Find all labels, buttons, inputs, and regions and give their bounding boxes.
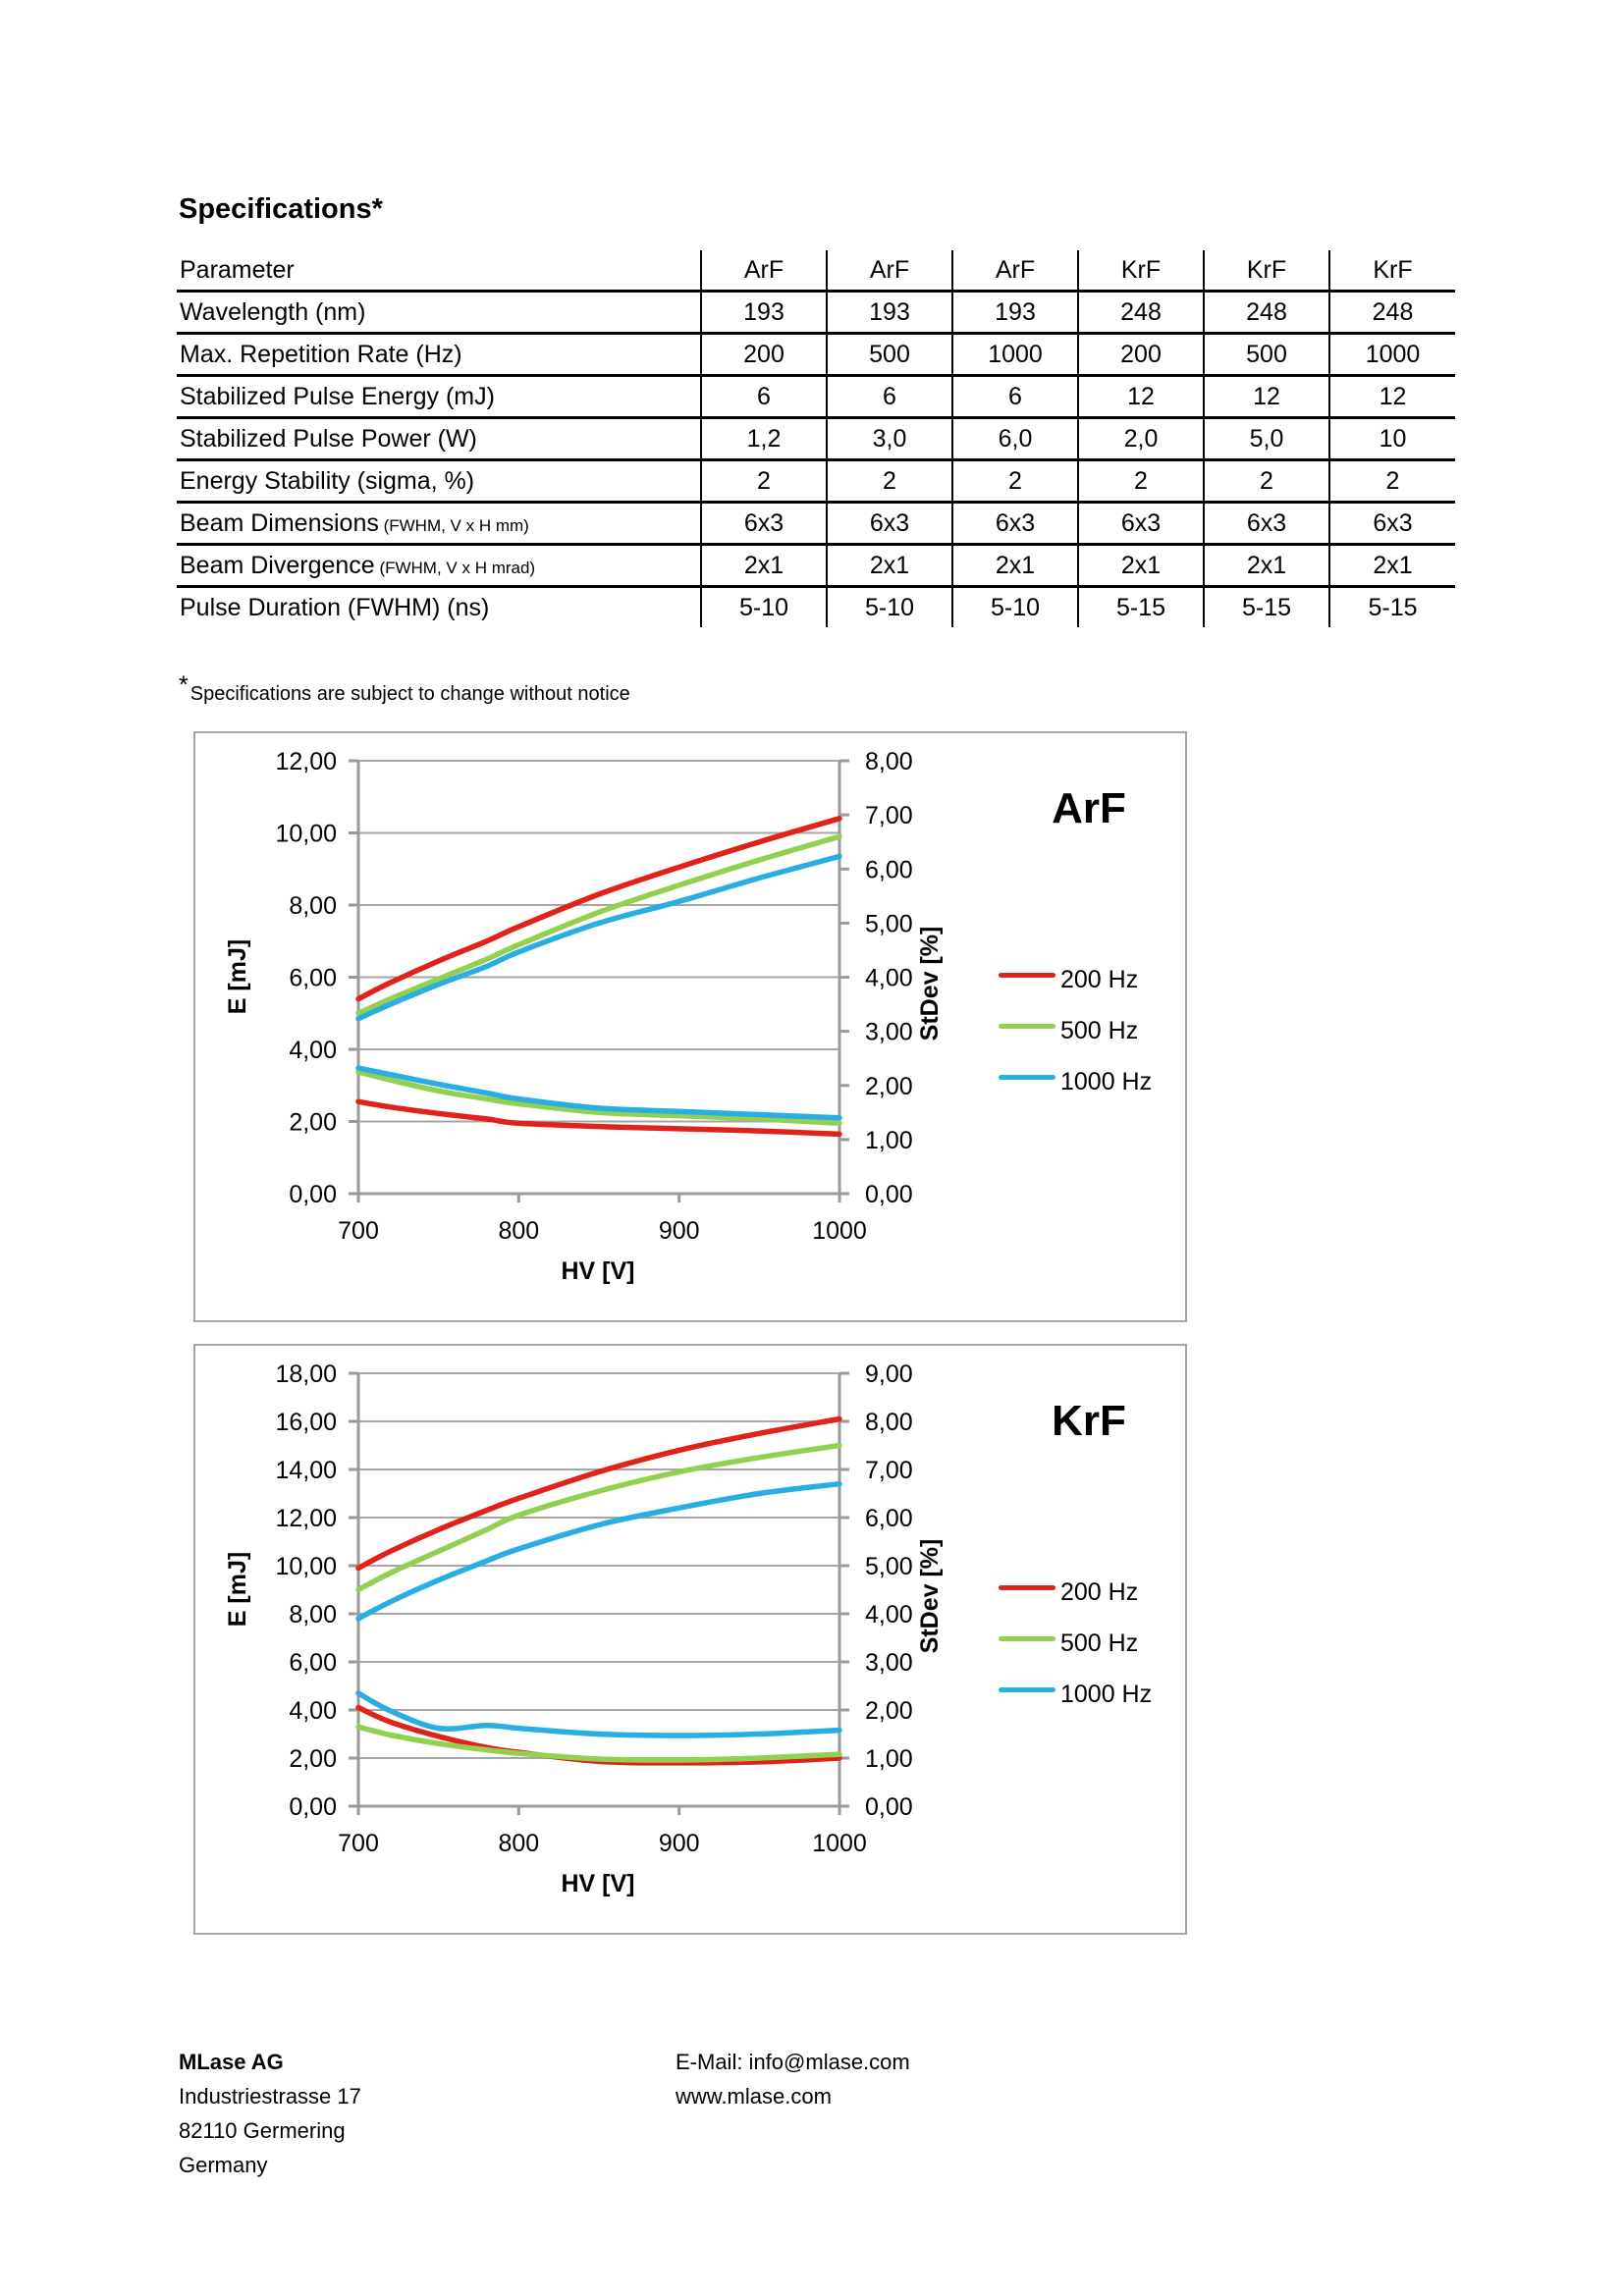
left-tick-label: 10,00 (275, 1553, 337, 1580)
value-cell: 6,0 (952, 418, 1078, 460)
value-cell: 2 (1078, 460, 1204, 503)
y-axis-label-left-krf: E [mJ] (224, 1551, 251, 1628)
right-tick-label: 5,00 (865, 1553, 913, 1580)
legend-label-500hz: 500 Hz (1060, 1629, 1139, 1657)
left-tick-label: 6,00 (289, 1649, 337, 1677)
left-tick-label: 8,00 (289, 892, 337, 920)
chart-arf (193, 731, 1187, 1322)
left-tick-label: 18,00 (275, 1361, 337, 1388)
value-cell: 193 (701, 292, 827, 334)
value-cell: 248 (1204, 292, 1329, 334)
left-tick-label: 2,00 (289, 1745, 337, 1773)
table-header-row (177, 250, 1455, 292)
footer-contact (676, 2045, 910, 2113)
value-cell: 200 (701, 334, 827, 376)
y-axis-label-left-arf: E [mJ] (224, 938, 251, 1015)
table-row (177, 545, 1455, 587)
right-tick-label: 1,00 (865, 1745, 913, 1773)
value-cell: 2x1 (1329, 545, 1455, 587)
param-cell (177, 545, 701, 587)
x-tick-label: 1000 (812, 1217, 867, 1245)
right-tick-label: 7,00 (865, 802, 913, 830)
address-city: 82110 Germering (179, 2118, 346, 2143)
left-tick-label: 12,00 (275, 1505, 337, 1532)
right-tick-label: 1,00 (865, 1126, 913, 1154)
series-line (358, 1693, 839, 1735)
footnote (179, 671, 630, 706)
x-tick-label: 900 (658, 1830, 700, 1857)
col-header-cell: ArF (701, 250, 827, 292)
legend-label-1000hz: 1000 Hz (1060, 1681, 1153, 1708)
right-tick-label: 9,00 (865, 1361, 913, 1388)
right-tick-label: 4,00 (865, 964, 913, 992)
value-cell: 2x1 (701, 545, 827, 587)
right-tick-label: 2,00 (865, 1697, 913, 1725)
value-cell: 6 (952, 376, 1078, 418)
value-cell: 5-15 (1078, 587, 1204, 628)
value-cell: 500 (827, 334, 952, 376)
value-cell: 2 (952, 460, 1078, 503)
col-header-cell: KrF (1329, 250, 1455, 292)
right-tick-label: 4,00 (865, 1601, 913, 1629)
company-name: MLase AG (179, 2050, 284, 2074)
left-tick-label: 0,00 (289, 1793, 337, 1821)
table-row (177, 503, 1455, 545)
value-cell: 248 (1329, 292, 1455, 334)
value-cell: 5-10 (701, 587, 827, 628)
table-row (177, 460, 1455, 503)
value-cell: 5-10 (952, 587, 1078, 628)
page-title: Specifications* (179, 193, 383, 225)
value-cell: 500 (1204, 334, 1329, 376)
series-line (358, 1484, 839, 1619)
value-cell: 2,0 (1078, 418, 1204, 460)
value-cell: 6 (701, 376, 827, 418)
left-tick-label: 12,00 (275, 748, 337, 775)
right-tick-label: 7,00 (865, 1457, 913, 1484)
legend-label-1000hz: 1000 Hz (1060, 1068, 1153, 1095)
x-tick-label: 900 (658, 1217, 700, 1245)
value-cell: 200 (1078, 334, 1204, 376)
legend-label-500hz: 500 Hz (1060, 1017, 1139, 1044)
right-tick-label: 5,00 (865, 910, 913, 938)
right-tick-label: 0,00 (865, 1181, 913, 1208)
value-cell: 6x3 (952, 503, 1078, 545)
footer-address (179, 2045, 361, 2182)
right-tick-label: 2,00 (865, 1072, 913, 1100)
y-axis-label-right-arf: StDev [%] (916, 926, 944, 1041)
param-cell (177, 292, 701, 334)
value-cell: 6 (827, 376, 952, 418)
address-street: Industriestrasse 17 (179, 2084, 361, 2109)
param-cell (177, 334, 701, 376)
value-cell: 6x3 (1078, 503, 1204, 545)
left-tick-label: 8,00 (289, 1601, 337, 1629)
col-header-cell: KrF (1204, 250, 1329, 292)
value-cell: 12 (1078, 376, 1204, 418)
value-cell: 1000 (1329, 334, 1455, 376)
param-label: Stabilized Pulse Energy (mJ) (180, 382, 495, 410)
table-row (177, 376, 1455, 418)
param-cell (177, 587, 701, 628)
legend-label-200hz: 200 Hz (1060, 1578, 1139, 1606)
right-tick-label: 6,00 (865, 856, 913, 884)
x-tick-label: 800 (498, 1217, 540, 1245)
value-cell: 2 (701, 460, 827, 503)
left-tick-label: 2,00 (289, 1108, 337, 1137)
param-cell (177, 460, 701, 503)
right-tick-label: 8,00 (865, 1409, 913, 1436)
right-tick-label: 6,00 (865, 1505, 913, 1532)
x-axis-label-krf: HV [V] (561, 1870, 635, 1897)
col-header-cell: ArF (827, 250, 952, 292)
x-tick-label: 700 (338, 1217, 379, 1245)
y-axis-label-right-krf: StDev [%] (916, 1538, 944, 1654)
col-header-cell: KrF (1078, 250, 1204, 292)
value-cell: 6x3 (1329, 503, 1455, 545)
right-tick-label: 8,00 (865, 748, 913, 775)
value-cell: 6x3 (1204, 503, 1329, 545)
value-cell: 2 (1329, 460, 1455, 503)
table-row (177, 292, 1455, 334)
param-label: Beam Divergence (180, 551, 375, 579)
value-cell: 6x3 (827, 503, 952, 545)
table-body (177, 292, 1455, 628)
param-sublabel: (FWHM, V x H mm) (378, 515, 529, 535)
footnote-text: Specifications are subject to change without notice (189, 683, 630, 705)
left-tick-label: 14,00 (275, 1457, 337, 1484)
param-label: Beam Dimensions (180, 508, 379, 537)
value-cell: 2x1 (827, 545, 952, 587)
x-axis-label-arf: HV [V] (561, 1257, 635, 1285)
value-cell: 12 (1329, 376, 1455, 418)
table-row (177, 418, 1455, 460)
param-cell (177, 376, 701, 418)
right-tick-label: 3,00 (865, 1018, 913, 1046)
left-tick-label: 6,00 (289, 964, 337, 992)
value-cell: 193 (827, 292, 952, 334)
param-label: Energy Stability (sigma, %) (180, 466, 475, 495)
chart-krf (193, 1344, 1187, 1935)
param-cell (177, 503, 701, 545)
left-tick-label: 4,00 (289, 1037, 337, 1064)
value-cell: 1,2 (701, 418, 827, 460)
param-cell (177, 418, 701, 460)
param-label: Max. Repetition Rate (Hz) (180, 340, 462, 368)
param-label: Pulse Duration (FWHM) (ns) (180, 593, 490, 621)
left-tick-label: 16,00 (275, 1409, 337, 1436)
value-cell: 2x1 (952, 545, 1078, 587)
param-header-cell: Parameter (177, 250, 701, 292)
email-text: E-Mail: info@mlase.com (676, 2050, 910, 2074)
value-cell: 10 (1329, 418, 1455, 460)
value-cell: 3,0 (827, 418, 952, 460)
website-text: www.mlase.com (676, 2084, 832, 2109)
value-cell: 2x1 (1204, 545, 1329, 587)
value-cell: 6x3 (701, 503, 827, 545)
x-tick-label: 800 (498, 1830, 540, 1857)
chart-title-krf: KrF (1052, 1397, 1126, 1445)
param-label: Stabilized Pulse Power (W) (180, 424, 477, 453)
chart-title-arf: ArF (1052, 784, 1126, 832)
series-line (358, 856, 839, 1018)
value-cell: 5-10 (827, 587, 952, 628)
value-cell: 2 (827, 460, 952, 503)
table-row (177, 334, 1455, 376)
value-cell: 1000 (952, 334, 1078, 376)
value-cell: 5-15 (1329, 587, 1455, 628)
footnote-asterisk: * (179, 671, 189, 699)
right-tick-label: 3,00 (865, 1649, 913, 1677)
value-cell: 2 (1204, 460, 1329, 503)
address-country: Germany (179, 2153, 268, 2177)
series-line (358, 819, 839, 999)
right-tick-label: 0,00 (865, 1793, 913, 1821)
value-cell: 5-15 (1204, 587, 1329, 628)
table-row (177, 587, 1455, 628)
left-tick-label: 10,00 (275, 820, 337, 848)
value-cell: 2x1 (1078, 545, 1204, 587)
x-tick-label: 1000 (812, 1830, 867, 1857)
left-tick-label: 0,00 (289, 1181, 337, 1208)
col-header-cell: ArF (952, 250, 1078, 292)
spec-table (177, 250, 1455, 627)
param-label: Wavelength (nm) (180, 297, 366, 326)
value-cell: 248 (1078, 292, 1204, 334)
value-cell: 5,0 (1204, 418, 1329, 460)
value-cell: 12 (1204, 376, 1329, 418)
left-tick-label: 4,00 (289, 1697, 337, 1725)
value-cell: 193 (952, 292, 1078, 334)
param-sublabel: (FWHM, V x H mrad) (374, 558, 536, 577)
x-tick-label: 700 (338, 1830, 379, 1857)
legend-label-200hz: 200 Hz (1060, 966, 1139, 993)
